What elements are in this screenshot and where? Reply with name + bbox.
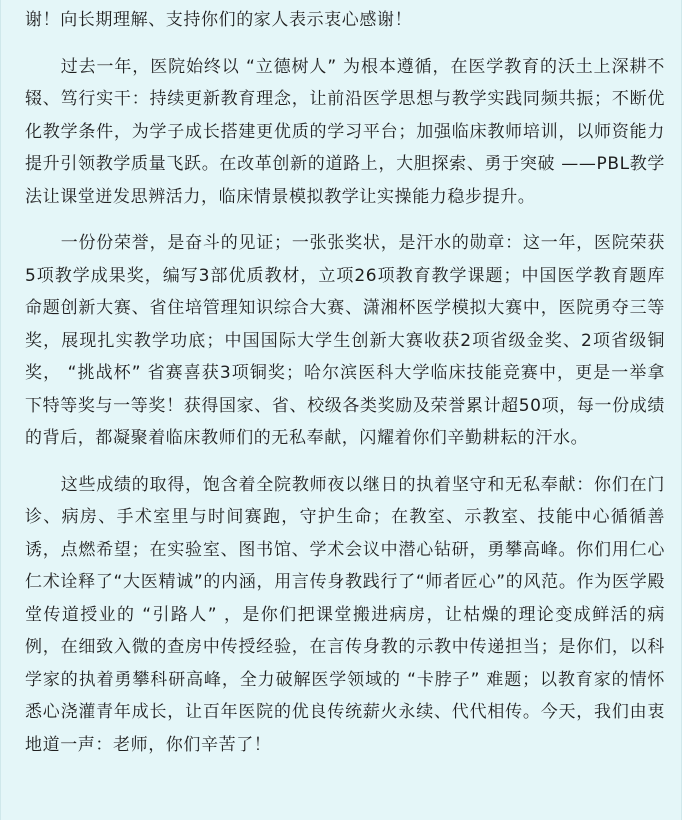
paragraph-opening-fragment: 谢！向长期理解、支持你们的家人表示衷心感谢！ xyxy=(25,10,413,30)
paragraph-education-achievements: 过去一年，医院始终以 “立德树人” 为根本遵循，在医学教育的沃土上深耕不辍、笃行实干：持续更新教育理念，让前沿医学思想与教学实践同频共振；不断优化教学条件，为学子成长搭建更优质的学习平台；加强临床教师培训，以师资能力提升引领教学质量飞跃。在改革创新的道路上，大胆探索、勇于突破 ——PBL教学法让课堂迸发思辨活力，临床情景模拟教学让实操能力稳步提升。 xyxy=(25,56,665,207)
paragraph-honors-awards: 一份份荣誉，是奋斗的见证；一张张奖状，是汗水的勋章：这一年，医院荣获5项教学成果奖，编写3部优质教材，立项26项教育教学课题；中国医学教育题库命题创新大赛、省住培管理知识综合大赛、潇湘杯医学模拟大赛中，医院勇夺三等奖，展现扎实教学功底；中国国际大学生创新大赛收获2项省级金奖、2项省级铜奖， “挑战杯” 省赛喜获3项铜奖；哈尔滨医科大学临床技能竞赛中，更是一举拿下特等奖与一等奖！获得国家、省、校级各类奖励及荣誉累计超50项，每一份成绩的背后，都凝聚着临床教师们的无私奉献，闪耀着你们辛勤耕耘的汗水。 xyxy=(25,233,665,448)
paragraph-teacher-dedication: 这些成绩的取得，饱含着全院教师夜以继日的执着坚守和无私奉献：你们在门诊、病房、手术室里与时间赛跑，守护生命；在教室、示教室、技能中心循循善诱，点燃希望；在实验室、图书馆、学术会议中潜心钻研，勇攀高峰。你们用仁心仁术诠释了“大医精诚”的内涵，用言传身教践行了“师者匠心”的风范。作为医学殿堂传道授业的 “引路人” ，是你们把课堂搬进病房，让枯燥的理论变成鲜活的病例，在细致入微的查房中传授经验，在言传身教的示教中传递担当；是你们，以科学家的执着勇攀科研高峰，全力破解医学领域的 “卡脖子” 难题；以教育家的情怀悉心浇灌青年成长，让百年医院的优良传统薪火永续、代代相传。今天，我们由衷地道一声：老师，你们辛苦了！ xyxy=(25,474,665,755)
